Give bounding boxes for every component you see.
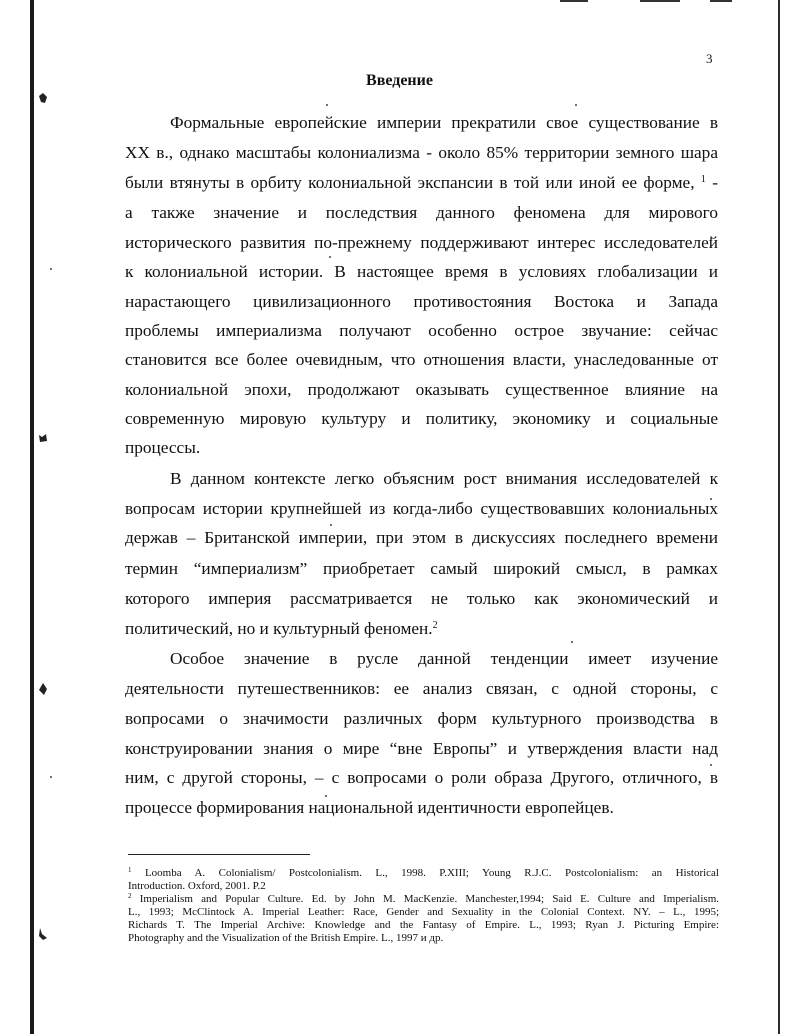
scan-speck — [571, 641, 573, 643]
footnote-2-line: Photography and the Visualization of the British Empire. L., 1997 и др. — [128, 932, 444, 944]
page-title: Введение — [366, 72, 433, 89]
scan-speck — [575, 104, 577, 106]
paragraph-2-line: В данном контексте легко объясним рост внимания исследователей к — [170, 469, 718, 488]
paragraph-1-line: исторического развития по-прежнему поддерживают интерес исследователей — [125, 233, 718, 252]
scan-speck — [330, 524, 332, 526]
footnote-1-marker: 1 — [128, 866, 132, 874]
scan-left-edge — [30, 0, 34, 1034]
footnote-2-marker: 2 — [128, 892, 132, 900]
paragraph-3-line: деятельности путешественников: ее анализ связан, с одной стороны, с — [125, 679, 718, 698]
footnote-ref-2[interactable]: 2 — [432, 620, 438, 631]
paragraph-1-line: XX в., однако масштабы колониализма - около 85% территории земного шара — [125, 143, 718, 162]
footnote-2-line: L., 1993; McClintock A. Imperial Leather: Race, Gender and Sexuality in the Colonial Context. NY. – L., 1995; — [128, 906, 719, 918]
binder-hole-mark-icon — [38, 928, 48, 940]
page-number: 3 — [706, 51, 713, 66]
paragraph-2-line: которого империя рассматривается не только как экономический и — [125, 589, 718, 608]
scan-speck — [50, 268, 52, 270]
paragraph-1-line: проблемы империализма получают особенно острое звучание: сейчас — [125, 321, 718, 340]
scan-top-mark — [560, 0, 588, 2]
scan-speck — [329, 256, 331, 258]
paragraph-2-line: термин “империализм” приобретает самый широкий смысл, в рамках — [125, 559, 718, 578]
binder-hole-mark-icon — [38, 92, 48, 104]
paragraph-3-line: вопросами о значимости различных форм культурного производства в — [125, 709, 718, 728]
scan-right-edge — [778, 0, 780, 1034]
scan-speck — [325, 795, 327, 797]
paragraph-3-line: процессе формирования национальной идентичности европейцев. — [125, 798, 614, 817]
binder-hole-mark-icon — [38, 432, 48, 444]
paragraph-2-line: вопросам истории крупнейшей из когда-либо существовавших колониальных — [125, 499, 718, 518]
scan-top-mark — [710, 0, 732, 2]
paragraph-1-line: к колониальной истории. В настоящее время в условиях глобализации и — [125, 262, 718, 281]
paragraph-1-line: Формальные европейские империи прекратили свое существование в — [170, 113, 718, 132]
scan-speck — [710, 764, 712, 766]
paragraph-1-line: колониальной эпохи, продолжают оказывать существенное влияние на — [125, 380, 718, 399]
binder-hole-mark-icon — [38, 683, 48, 695]
paragraph-3-line: конструировании знания о мире “вне Европы” и утверждения власти над — [125, 739, 718, 758]
paragraph-1-line: нарастающего цивилизационного противостояния Востока и Запада — [125, 292, 718, 311]
paragraph-3-line: Особое значение в русле данной тенденции имеет изучение — [170, 649, 718, 668]
paragraph-1-line: процессы. — [125, 438, 201, 457]
paragraph-2-line: держав – Британской империи, при этом в дискуссиях последнего времени — [125, 528, 718, 547]
paragraph-1-line: а также значение и последствия данного феномена для мирового — [125, 203, 718, 222]
scan-speck — [50, 776, 52, 778]
paragraph-3-line: ним, с другой стороны, – с вопросами о роли образа Другого, отличного, в — [125, 768, 718, 787]
scan-speck — [326, 104, 328, 106]
paragraph-1-line: были втянуты в орбиту колониальной экспансии в той или иной ее форме, $^1$ - — [125, 173, 719, 192]
paragraph-1-line: современную мировую культуру и политику, экономику и социальные — [125, 409, 718, 428]
footnote-1-line: $^1$ Loomba A. Colonialism/ Postcolonialism. L., 1998. P.XIII; Young R.J.C. Postcolonialism: an Historical — [128, 866, 719, 879]
footnote-separator — [128, 854, 310, 855]
footnote-ref-1[interactable]: 1 — [700, 174, 706, 185]
footnote-2-line: $^2$ Imperialism and Popular Culture. Ed. by John M. MacKenzie. Manchester,1994; Said E. Culture and Imperialism. — [128, 892, 719, 905]
footnote-1-line: Introduction. Oxford, 2001. P.2 — [128, 880, 266, 892]
paragraph-2-line: политический, но и культурный феномен.$^2$ — [125, 619, 438, 638]
footnote-2-line: Richards T. The Imperial Archive: Knowledge and the Fantasy of Empire. L., 1993; Ryan J. Picturing Empire: — [128, 919, 719, 931]
paragraph-1-line: становится все более очевидным, что отношения власти, унаследованные от — [125, 350, 718, 369]
scan-top-mark — [640, 0, 680, 2]
